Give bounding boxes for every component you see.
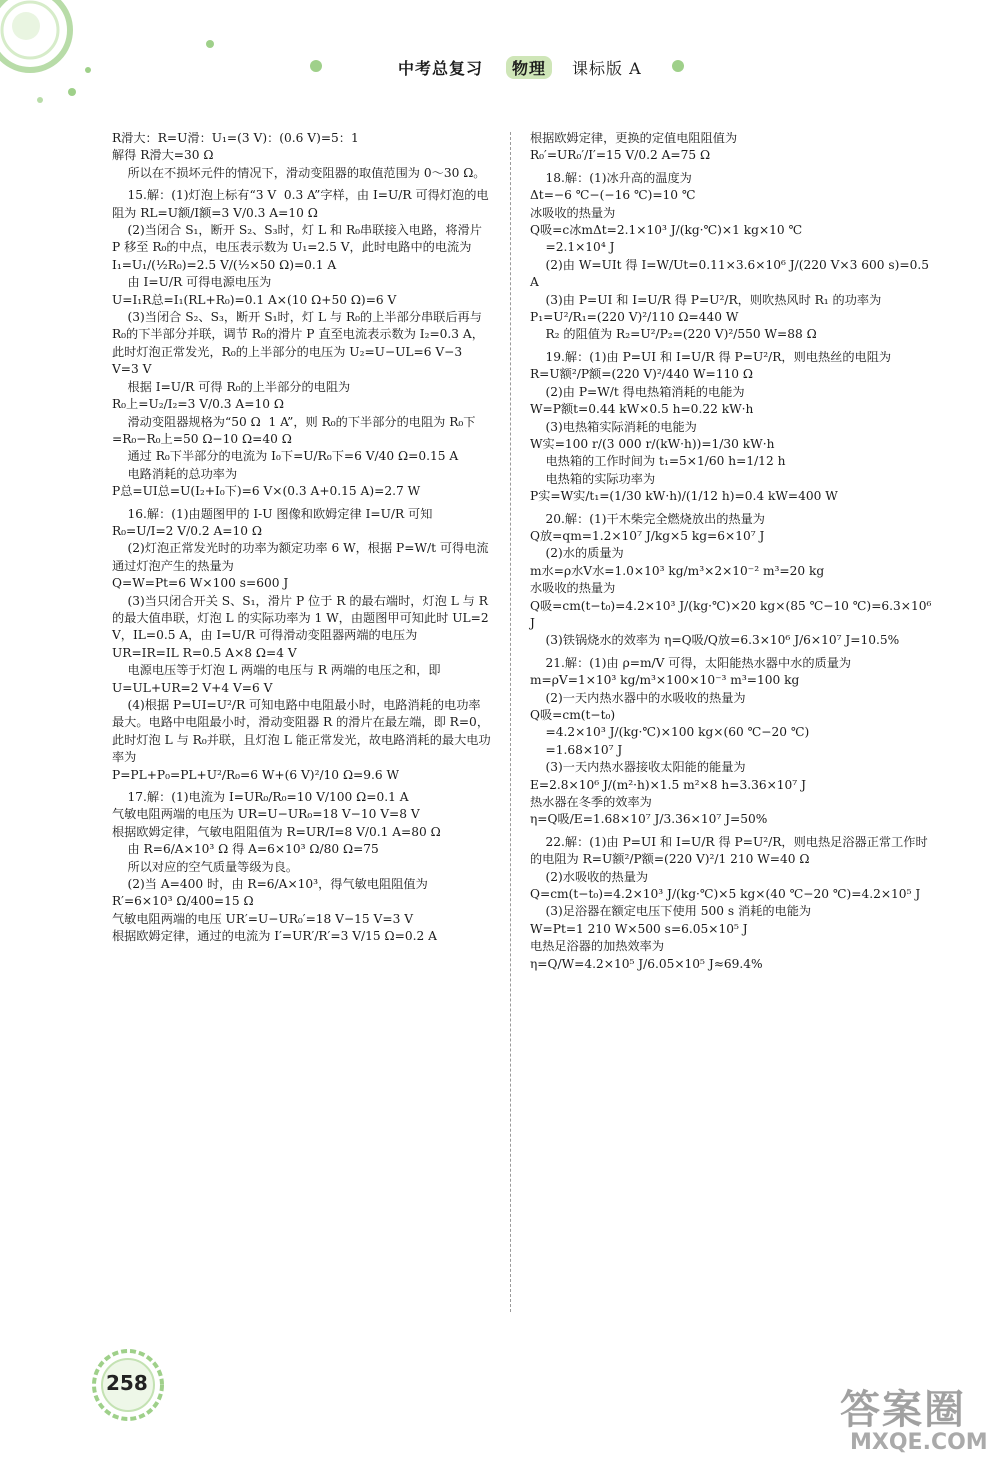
text-line: 根据 I=U/R 可得 R₀的上半部分的电阻为 bbox=[112, 379, 351, 394]
text-line: 电热足浴器的加热效率为 bbox=[530, 939, 665, 954]
watermark-url: MXQE.COM bbox=[850, 1430, 988, 1455]
text-line: (3)电热箱实际消耗的电能为 bbox=[530, 419, 697, 434]
text-line: (3)当只闭合开关 S、S₁，滑片 P 位于 R 的最右端时，灯泡 L 与 R 的最大值串联，灯泡 L 的实际功率为 1 W，由题图甲可知此时 UL=2 V，IL=0.5 A，由 I=U/R 可得滑动变阻器两端的电压为 bbox=[112, 593, 493, 643]
text-line: 所以对应的空气质量等级为良。 bbox=[112, 859, 299, 874]
text-line: 热水器在冬季的效率为 bbox=[530, 795, 652, 810]
text-line: UR=IR=IL R=0.5 A×8 Ω=4 V bbox=[112, 645, 297, 660]
text-line: η=Q/W=4.2×10⁵ J/6.05×10⁵ J≈69.4% bbox=[530, 956, 763, 971]
left-column bbox=[112, 130, 492, 946]
watermark-text: 答案圈 bbox=[840, 1387, 966, 1433]
header-subject: 物理 bbox=[506, 56, 552, 79]
text-line: 电热箱的实际功率为 bbox=[530, 471, 656, 486]
text-line: Q吸=cm(t−t₀) bbox=[530, 708, 616, 722]
text-line: (2)水吸收的热量为 bbox=[530, 869, 649, 884]
text-line: (2)水的质量为 bbox=[530, 546, 624, 561]
text-line: R滑大：R=U滑：U₁=(3 V)：(0.6 V)=5：1 bbox=[112, 131, 359, 145]
text-line: P实=W实/t₁=(1/30 kW·h)/(1/12 h)=0.4 kW=400 W bbox=[530, 489, 838, 504]
text-line: (2)当 A=400 时，由 R=6/A×10³，得气敏电阻阻值为 bbox=[112, 877, 428, 892]
text-line: 由 I=U/R 可得电源电压为 bbox=[112, 275, 272, 290]
text-line: 20.解：(1)干木柴完全燃烧放出的热量为 bbox=[530, 511, 765, 526]
right-column bbox=[530, 130, 935, 973]
text-line: 气敏电阻两端的电压 UR′=U−UR₀′=18 V−15 V=3 V bbox=[112, 911, 414, 926]
text-line: 根据欧姆定律，更换的定值电阻阻值为 bbox=[530, 131, 738, 145]
text-line: (3)铁锅烧水的效率为 η=Q吸/Q放=6.3×10⁶ J/6×10⁷ J=10.5% bbox=[530, 633, 900, 648]
text-line: =4.2×10³ J/(kg·℃)×100 kg×(60 ℃−20 ℃) bbox=[530, 725, 810, 740]
text-line: 根据欧姆定律，通过的电流为 I′=UR′/R′=3 V/15 Ω=0.2 A bbox=[112, 929, 437, 944]
text-line: (3)当闭合 S₂、S₃，断开 S₁时，灯 L 与 R₀的上半部分串联后再与 R₀的下半部分并联，调节 R₀的滑片 P 直至电流表示数为 I₂=0.3 A，此时灯泡正常发光，R₀的上半部分的电压为 U₂=U−UL=6 V−3 V=3 V bbox=[112, 310, 486, 377]
text-line: Q吸=cm(t−t₀)=4.2×10³ J/(kg·℃)×20 kg×(85 ℃−10 ℃)=6.3×10⁶ J bbox=[530, 598, 936, 630]
text-line: W=P额t=0.44 kW×0.5 h=0.22 kW·h bbox=[530, 402, 754, 417]
text-line: (3)一天内热水器接收太阳能的能量为 bbox=[530, 760, 746, 775]
header-dot-icon bbox=[672, 60, 684, 72]
text-line: Q吸=c冰mΔt=2.1×10³ J/(kg·℃)×1 kg×10 ℃ bbox=[530, 223, 803, 238]
text-line: =1.68×10⁷ J bbox=[530, 742, 623, 757]
text-line: 18.解：(1)冰升高的温度为 bbox=[530, 170, 692, 185]
page-number: 258 bbox=[106, 1371, 148, 1395]
text-line: 17.解：(1)电流为 I=UR₀/R₀=10 V/100 Ω=0.1 A bbox=[112, 790, 409, 805]
text-line: P=PL+P₀=PL+U²/R₀=6 W+(6 V)²/10 Ω=9.6 W bbox=[112, 767, 400, 782]
text-line: 气敏电阻两端的电压为 UR=U−UR₀=18 V−10 V=8 V bbox=[112, 807, 420, 822]
text-line: (3)足浴器在额定电压下使用 500 s 消耗的电能为 bbox=[530, 904, 812, 919]
text-line: (2)由 W=UIt 得 I=W/Ut=0.11×3.6×10⁶ J/(220 V×3 600 s)=0.5 A bbox=[530, 257, 933, 290]
text-line: (4)根据 P=UI=U²/R 可知电路中电阻最小时，电路消耗的电功率最大。电路中电阻最小时，滑动变阻器 R 的滑片在最左端，即 R=0，此时灯泡 L 与 R₀并联，且灯泡 L 能正常发光，故电路消耗的最大电功率为 bbox=[112, 698, 491, 765]
watermark bbox=[840, 1378, 1000, 1465]
text-line: R₀上=U₂/I₂=3 V/0.3 A=10 Ω bbox=[112, 397, 284, 412]
text-line: Δt=−6 ℃−(−16 ℃)=10 ℃ bbox=[530, 188, 696, 203]
text-line: 22.解：(1)由 P=UI 和 I=U/R 得 P=U²/R，则电热足浴器正常工作时的电阻为 R=U额²/P额=(220 V)²/1 210 W=40 Ω bbox=[530, 834, 928, 867]
text-line: =2.1×10⁴ J bbox=[530, 240, 615, 255]
text-line: Q放=qm=1.2×10⁷ J/kg×5 kg=6×10⁷ J bbox=[530, 528, 765, 543]
page-header bbox=[0, 56, 1000, 86]
text-line: 电路消耗的总功率为 bbox=[112, 466, 238, 481]
text-line: 电热箱的工作时间为 t₁=5×1/60 h=1/12 h bbox=[530, 454, 786, 469]
text-line: η=Q吸/E=1.68×10⁷ J/3.36×10⁷ J=50% bbox=[530, 812, 768, 827]
text-line: P₁=U²/R₁=(220 V)²/110 Ω=440 W bbox=[530, 310, 739, 325]
text-line: R₀′=UR₀′/I′=15 V/0.2 A=75 Ω bbox=[530, 148, 711, 163]
text-line: m=ρV=1×10³ kg/m³×100×10⁻³ m³=100 kg bbox=[530, 673, 800, 688]
text-line: m水=ρ水V水=1.0×10³ kg/m³×2×10⁻² m³=20 kg bbox=[530, 563, 825, 578]
text-line: R=U额²/P额=(220 V)²/440 W=110 Ω bbox=[530, 367, 753, 382]
text-line: U=I₁R总=I₁(RL+R₀)=0.1 A×(10 Ω+50 Ω)=6 V bbox=[112, 292, 397, 307]
column-divider bbox=[510, 132, 512, 1312]
text-line: (2)由 P=W/t 得电热箱消耗的电能为 bbox=[530, 384, 745, 399]
text-line: 所以在不损坏元件的情况下，滑动变阻器的取值范围为 0～30 Ω。 bbox=[112, 165, 486, 180]
text-line: 滑动变阻器规格为“50 Ω 1 A”，则 R₀的下半部分的电阻为 R₀下=R₀−R₀上=50 Ω−10 Ω=40 Ω bbox=[112, 414, 476, 446]
text-line: (3)由 P=UI 和 I=U/R 得 P=U²/R，则吹热风时 R₁ 的功率为 bbox=[530, 292, 882, 307]
text-line: R′=6×10³ Ω/400=15 Ω bbox=[112, 894, 254, 909]
text-line: 19.解：(1)由 P=UI 和 I=U/R 得 P=U²/R，则电热丝的电阻为 bbox=[530, 349, 892, 364]
text-line: 15.解：(1)灯泡上标有“3 V 0.3 A”字样，由 I=U/R 可得灯泡的电阻为 RL=U额/I额=3 V/0.3 A=10 Ω bbox=[112, 188, 489, 220]
header-book-title: 中考总复习 bbox=[398, 59, 484, 78]
text-line: (2)灯泡正常发光时的功率为额定功率 6 W，根据 P=W/t 可得电流通过灯泡产生的热量为 bbox=[112, 541, 489, 573]
text-line: P总=UI总=U(I₂+I₀下)=6 V×(0.3 A+0.15 A)=2.7 W bbox=[112, 484, 421, 499]
text-line: Q=W=Pt=6 W×100 s=600 J bbox=[112, 576, 289, 591]
text-line: 电源电压等于灯泡 L 两端的电压与 R 两端的电压之和，即 U=UL+UR=2 V+4 V=6 V bbox=[112, 663, 445, 695]
text-line: 通过 R₀下半部分的电流为 I₀下=U/R₀下=6 V/40 Ω=0.15 A bbox=[112, 449, 459, 464]
text-line: 水吸收的热量为 bbox=[530, 581, 616, 596]
text-line: 21.解：(1)由 ρ=m/V 可得，太阳能热水器中水的质量为 bbox=[530, 655, 852, 670]
text-line: W实=100 r/(3 000 r/(kW·h))=1/30 kW·h bbox=[530, 436, 775, 451]
text-line: (2)一天内热水器中的水吸收的热量为 bbox=[530, 690, 746, 705]
text-line: W=Pt=1 210 W×500 s=6.05×10⁵ J bbox=[530, 921, 748, 936]
text-line: 冰吸收的热量为 bbox=[530, 205, 616, 220]
text-line: 16.解：(1)由题图甲的 I-U 图像和欧姆定律 I=U/R 可知 R₀=U/I=2 V/0.2 A=10 Ω bbox=[112, 506, 437, 538]
header-dot-icon bbox=[310, 60, 322, 72]
text-line: Q=cm(t−t₀)=4.2×10³ J/(kg·℃)×5 kg×(40 ℃−20 ℃)=4.2×10⁵ J bbox=[530, 887, 921, 902]
header-edition: 课标版 A bbox=[572, 59, 642, 78]
text-line: E=2.8×10⁶ J/(m²·h)×1.5 m²×8 h=3.36×10⁷ J bbox=[530, 777, 806, 792]
text-line: (2)当闭合 S₁，断开 S₂、S₃时，灯 L 和 R₀串联接入电路，将滑片 P 移至 R₀的中点，电压表示数为 U₁=2.5 V，此时电路中的电流为 I₁=U₁/(½R₀)=2.5 V/(½×50 Ω)=0.1 A bbox=[112, 223, 486, 272]
text-line: R₂ 的阻值为 R₂=U²/P₂=(220 V)²/550 W=88 Ω bbox=[530, 327, 817, 342]
text-line: 由 R=6/A×10³ Ω 得 A=6×10³ Ω/80 Ω=75 bbox=[112, 842, 379, 857]
page-number-badge bbox=[88, 1345, 168, 1425]
header-dot-icon bbox=[206, 40, 214, 48]
text-line: 根据欧姆定律，气敏电阻阻值为 R=UR/I=8 V/0.1 A=80 Ω bbox=[112, 824, 441, 839]
text-line: 解得 R滑大=30 Ω bbox=[112, 148, 214, 163]
